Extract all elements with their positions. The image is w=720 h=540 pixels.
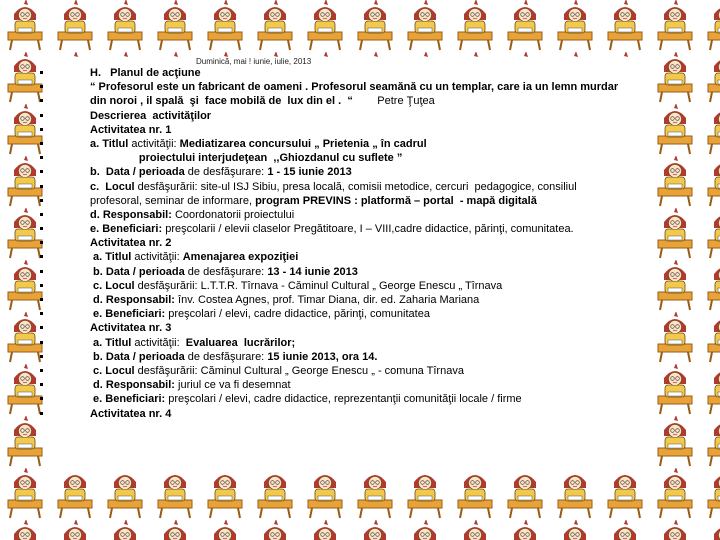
- bold-text: Activitatea nr. 1: [90, 123, 172, 136]
- text-line: [40, 279, 680, 293]
- bold-text: 13 - 14 iunie 2013: [267, 265, 358, 278]
- bullet-icon: [40, 199, 43, 202]
- bold-text: b. Data / perioada: [90, 265, 185, 278]
- text-line: [40, 123, 680, 137]
- bullet-icon: [40, 114, 43, 117]
- bullet-icon: [40, 170, 43, 173]
- text-line: [40, 265, 680, 279]
- text-line: [40, 151, 680, 165]
- text-line: [40, 165, 680, 179]
- bold-text: Amenajarea expoziţiei: [182, 251, 299, 264]
- bold-text: proiectului interjudeţean ,,Ghiozdanul cu suflete ”: [90, 152, 403, 165]
- bullet-icon: [40, 185, 43, 188]
- bold-text: program PREVINS : platformă – portal - mapă digitală: [255, 194, 537, 207]
- text-line: [40, 321, 680, 335]
- text-line: [40, 392, 680, 406]
- bullet-icon: [40, 99, 43, 102]
- bold-text: d. Responsabil:: [90, 294, 175, 306]
- regular-text: profesoral, seminar de informare,: [90, 194, 256, 207]
- regular-text: activităţii:: [131, 336, 186, 349]
- bullet-icon: [40, 383, 43, 386]
- regular-text: desfăşurării: site-ul ISJ Sibiu, presa locală, comisii metodice, cercuri pedagogice, consiliul: [134, 180, 577, 193]
- bullet-icon: [40, 412, 43, 415]
- bullet-icon: [40, 369, 43, 372]
- bold-text: c. Locul: [90, 364, 135, 377]
- text-line: [40, 222, 680, 236]
- bullet-icon: [40, 227, 43, 230]
- bullet-icon: [40, 284, 43, 287]
- bold-text: Mediatizarea concursului „ Prietenia „ în cadrul: [179, 137, 427, 150]
- activity-plan-text: [40, 66, 680, 421]
- bold-text: H. Planul de acţiune: [90, 67, 201, 79]
- bullet-icon: [40, 355, 43, 358]
- text-line: [40, 180, 680, 194]
- regular-text: preşcolarii / elevii claselor Pregătitoare, I – VIII,cadre didactice, părinţi, comunitatea.: [162, 223, 574, 236]
- regular-text: Petre Ţuţea: [352, 95, 435, 108]
- bold-text: a. Titlul: [90, 137, 129, 150]
- text-line: [40, 208, 680, 222]
- text-line: [40, 364, 680, 378]
- text-line: [40, 137, 680, 151]
- text-line: [40, 194, 680, 208]
- regular-text: desfăşurării: L.T.T.R. Tîrnava - Căminul Cultural „ George Enescu „ Tîrnava: [134, 279, 503, 292]
- regular-text: de desfăşurare:: [184, 166, 268, 179]
- bold-text: b. Data / perioada: [90, 166, 185, 179]
- bold-text: Activitatea nr. 3: [90, 322, 172, 335]
- text-line: [40, 336, 680, 350]
- bullet-icon: [40, 255, 43, 258]
- date-caption: Duminică, mai ! iunie, iulie, 2013: [196, 57, 312, 66]
- bullet-icon: [40, 156, 43, 159]
- bullet-icon: [40, 85, 43, 88]
- bold-text: Activitatea nr. 2: [90, 237, 172, 250]
- text-line: [40, 109, 680, 123]
- regular-text: înv. Costea Agnes, prof. Timar Diana, dir. ed. Zaharia Mariana: [174, 294, 480, 306]
- bold-text: Descrierea activităţilor: [90, 109, 212, 122]
- bold-text: e. Beneficiari:: [90, 308, 166, 321]
- regular-text: preşcolari / elevi, cadre didactice, părinţi, comunitatea: [165, 308, 430, 321]
- bold-text: d. Responsabil:: [90, 379, 175, 392]
- bold-text: d. Responsabil:: [90, 208, 172, 221]
- bold-text: 1 - 15 iunie 2013: [267, 166, 352, 179]
- bold-text: c. Locul: [90, 279, 135, 292]
- regular-text: de desfăşurare:: [184, 265, 268, 278]
- bullet-icon: [40, 142, 43, 145]
- text-line: [40, 350, 680, 364]
- bold-text: e. Beneficiari:: [90, 393, 166, 406]
- bullet-icon: [40, 326, 43, 329]
- bullet-icon: [40, 397, 43, 400]
- text-line: [40, 66, 680, 80]
- text-line: [40, 307, 680, 321]
- regular-text: juriul ce va fi desemnat: [174, 379, 291, 392]
- bullet-icon: [40, 241, 43, 244]
- text-line: [40, 80, 680, 94]
- text-line: [40, 407, 680, 421]
- text-line: [40, 378, 680, 392]
- bold-text: Activitatea nr. 4: [90, 407, 172, 420]
- regular-text: desfăşurării: Căminul Cultural „ George Enescu „ - comuna Tîrnava: [134, 364, 464, 377]
- regular-text: preşcolari / elevi, cadre didactice, reprezentanţii comunităţii locale / firme: [165, 393, 522, 406]
- bold-text: “ Profesorul este un fabricant de oameni . Profesorul seamănă cu un templar, care ia un lemn murdar: [90, 81, 619, 94]
- bullet-icon: [40, 312, 43, 315]
- text-line: [40, 236, 680, 250]
- regular-text: activităţii:: [131, 251, 183, 264]
- bold-text: din noroi , il spală şi face mobilă de lux din el . “: [90, 95, 353, 108]
- bold-text: Evaluarea lucrărilor;: [185, 336, 296, 349]
- bold-text: e. Beneficiari:: [90, 223, 163, 236]
- bullet-icon: [40, 128, 43, 131]
- bold-text: 15 iunie 2013, ora 14.: [267, 350, 378, 363]
- regular-text: Coordonatorii proiectului: [171, 208, 295, 221]
- bold-text: b. Data / perioada: [90, 350, 185, 363]
- bold-text: a. Titlul: [90, 251, 132, 264]
- regular-text: de desfăşurare:: [184, 350, 268, 363]
- text-line: [40, 250, 680, 264]
- text-line: [40, 293, 680, 307]
- bullet-icon: [40, 270, 43, 273]
- bullet-icon: [40, 298, 43, 301]
- bold-text: a. Titlul: [90, 336, 132, 349]
- bold-text: c. Locul: [90, 180, 135, 193]
- bullet-icon: [40, 341, 43, 344]
- bullet-icon: [40, 71, 43, 74]
- bullet-icon: [40, 213, 43, 216]
- regular-text: activităţii:: [128, 137, 180, 150]
- text-line: [40, 94, 680, 108]
